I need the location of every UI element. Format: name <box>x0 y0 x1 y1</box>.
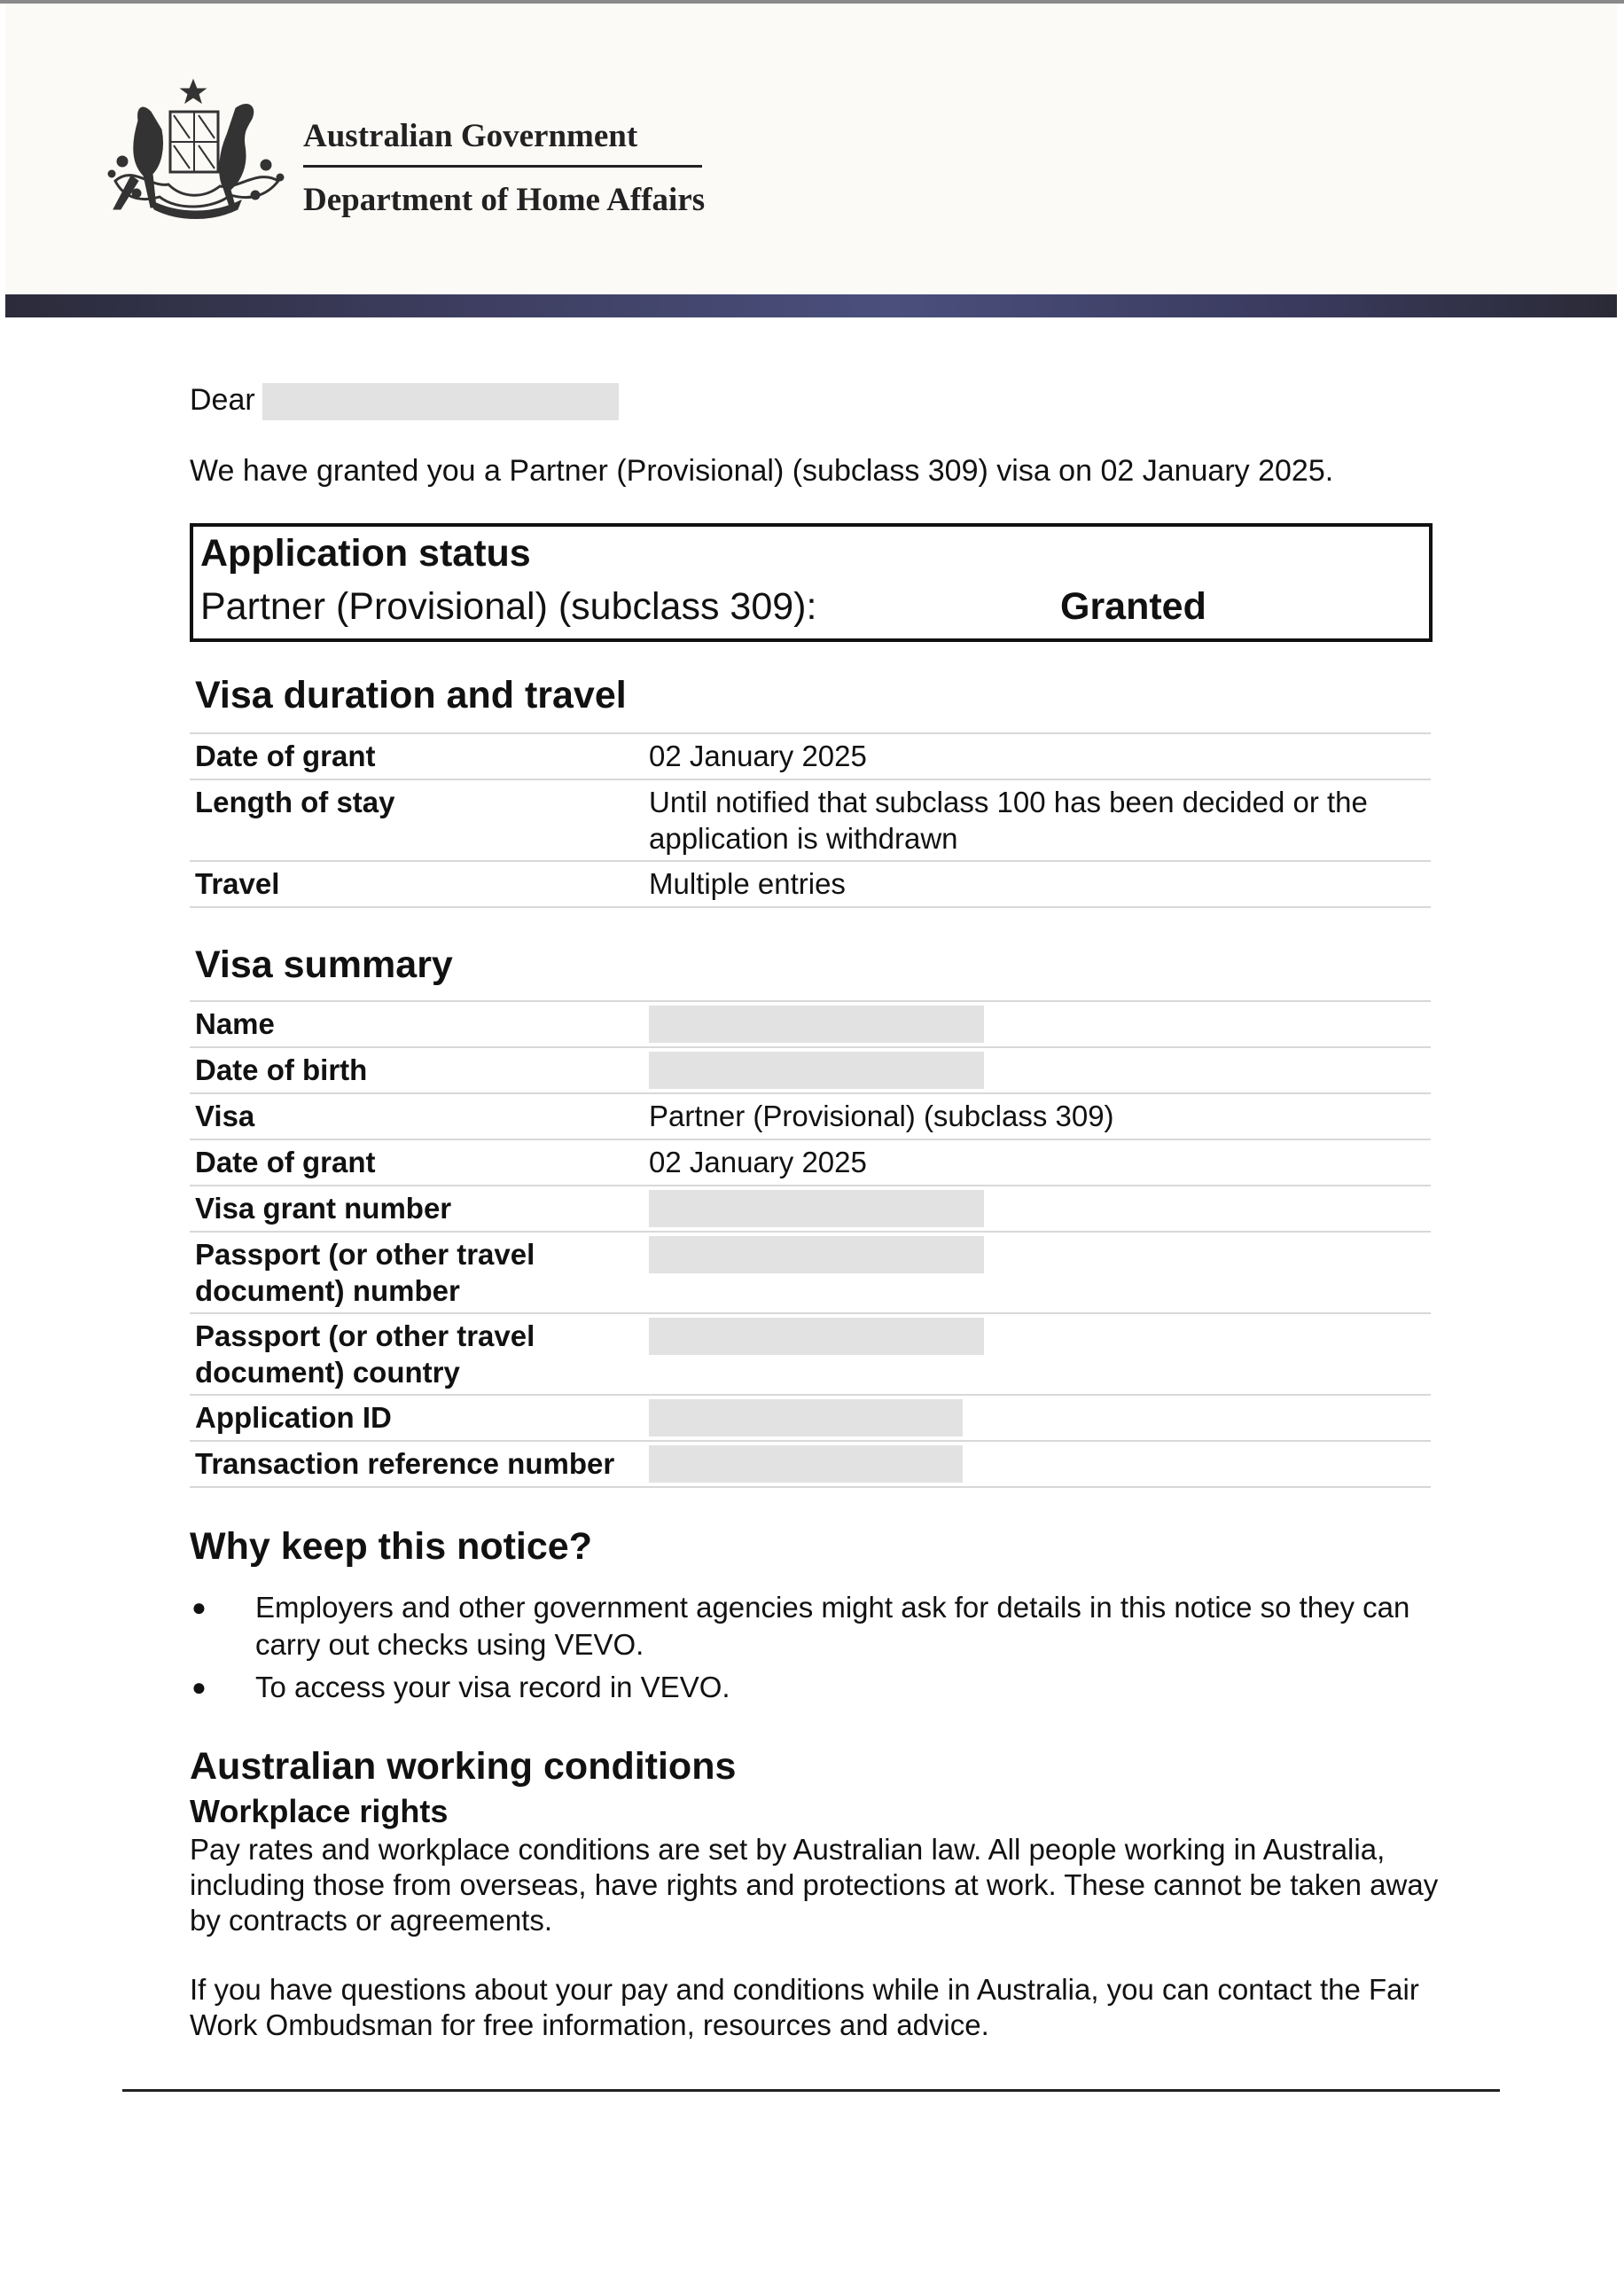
row-value <box>649 1052 1431 1089</box>
bullet-icon: ● <box>191 1593 207 1621</box>
redacted-value <box>649 1399 963 1436</box>
row-value: 02 January 2025 <box>649 1146 867 1178</box>
row-label: Application ID <box>195 1401 392 1434</box>
visa-duration-table <box>190 732 1431 908</box>
table-row <box>190 1314 1431 1396</box>
row-label: Passport (or other travel document) country <box>195 1319 535 1389</box>
redacted-value <box>649 1006 984 1043</box>
row-label: Length of stay <box>195 786 395 818</box>
row-label: Travel <box>195 867 280 900</box>
row-label: Transaction reference number <box>195 1447 615 1480</box>
redacted-value <box>649 1445 963 1483</box>
row-value <box>649 1445 1431 1483</box>
letterhead <box>5 4 1617 296</box>
recipient-name-redacted <box>262 383 619 420</box>
table-row <box>190 1048 1431 1094</box>
row-label: Name <box>195 1007 275 1040</box>
row-value: Partner (Provisional) (subclass 309) <box>649 1100 1114 1132</box>
letterhead-divider <box>303 165 702 168</box>
row-value <box>649 1190 1431 1227</box>
working-conditions-title: Australian working conditions <box>190 1745 737 1788</box>
table-row <box>190 1396 1431 1442</box>
row-value: Multiple entries <box>649 867 846 900</box>
footer-divider <box>122 2089 1500 2092</box>
redacted-value <box>649 1318 984 1355</box>
grant-intro: We have granted you a Partner (Provisional) (subclass 309) visa on 02 January 2025. <box>190 454 1334 488</box>
redacted-value <box>649 1052 984 1089</box>
header-band <box>5 294 1617 317</box>
list-item <box>190 1589 1431 1663</box>
redacted-value <box>649 1236 984 1273</box>
table-row <box>190 1442 1431 1488</box>
table-row <box>190 1002 1431 1048</box>
table-row <box>190 1140 1431 1186</box>
table-row <box>190 1094 1431 1140</box>
row-value <box>649 1006 1431 1043</box>
redacted-value <box>649 1190 984 1227</box>
table-row <box>190 780 1431 862</box>
table-row <box>190 862 1431 908</box>
salutation: Dear <box>190 383 255 417</box>
why-keep-list <box>190 1589 1431 1711</box>
organisation-name: Australian Government <box>303 118 638 154</box>
visa-summary-table <box>190 1000 1431 1488</box>
department-name: Department of Home Affairs <box>303 182 706 218</box>
table-row <box>190 1233 1431 1314</box>
table-row <box>190 734 1431 780</box>
list-item-text: Employers and other government agencies might ask for details in this notice so they can carry out checks using VEVO. <box>255 1591 1410 1661</box>
fair-work-paragraph: If you have questions about your pay and conditions while in Australia, you can contact the Fair Work Ombudsman for free information, resources and advice. <box>190 1973 1419 2041</box>
visa-duration-title: Visa duration and travel <box>195 674 627 716</box>
row-value <box>649 1318 1431 1390</box>
why-keep-title: Why keep this notice? <box>190 1525 592 1568</box>
application-status-visa: Partner (Provisional) (subclass 309): <box>200 585 817 628</box>
row-value: Until notified that subclass 100 has been decided or the application is withdrawn <box>649 786 1368 855</box>
coat-of-arms-icon <box>98 76 294 227</box>
row-value <box>649 1399 1431 1436</box>
row-label: Date of grant <box>195 740 376 772</box>
application-status-value: Granted <box>1060 585 1206 628</box>
list-item <box>190 1669 1431 1706</box>
workplace-rights-subtitle: Workplace rights <box>190 1793 449 1829</box>
list-item-text: To access your visa record in VEVO. <box>255 1671 730 1703</box>
row-label: Date of birth <box>195 1053 368 1086</box>
application-status-box <box>190 523 1433 642</box>
visa-summary-title: Visa summary <box>195 943 453 986</box>
table-row <box>190 1186 1431 1233</box>
row-label: Date of grant <box>195 1146 376 1178</box>
application-status-title: Application status <box>200 532 531 575</box>
row-value <box>649 1236 1431 1309</box>
bullet-icon: ● <box>191 1673 207 1701</box>
row-label: Visa grant number <box>195 1192 452 1225</box>
row-value: 02 January 2025 <box>649 740 867 772</box>
row-label: Passport (or other travel document) number <box>195 1238 535 1307</box>
workplace-rights-paragraph: Pay rates and workplace conditions are set by Australian law. All people working in Australia, including those from overseas, have rights and protections at work. These cannot be taken away by contracts or agreements. <box>190 1833 1439 1937</box>
row-label: Visa <box>195 1100 255 1132</box>
